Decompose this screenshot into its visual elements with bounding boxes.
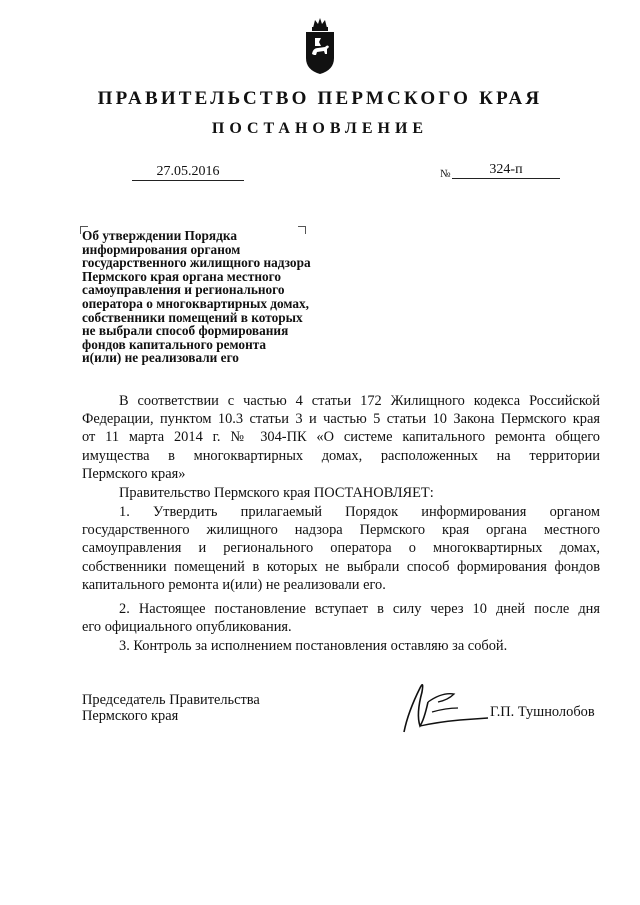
resolution-statement bbox=[82, 484, 600, 502]
subject-line: Пермского края органа местного bbox=[82, 268, 282, 284]
clause-line: собственники помещений в которых не выбрали способ формирования фондов bbox=[82, 558, 600, 575]
clause-line: капитального ремонта и(или) не реализовали его. bbox=[82, 576, 386, 593]
document-type: ПОСТАНОВЛЕНИЕ bbox=[211, 120, 429, 137]
preamble-line: В соответствии с частью 4 статьи 172 Жилищного кодекса Российской bbox=[119, 393, 600, 409]
position-line: Председатель Правительства bbox=[82, 692, 260, 708]
clause-3 bbox=[82, 637, 600, 655]
subject-line: оператора о многоквартирных домах, bbox=[82, 295, 310, 311]
clause-line: 2. Настоящее постановление вступает в силу через 10 дней после дня bbox=[119, 601, 600, 617]
clause-line: 1. Утвердить прилагаемый Порядок информирования органом bbox=[119, 504, 600, 520]
resolution-line: Правительство Пермского края ПОСТАНОВЛЯЕТ: bbox=[119, 485, 434, 501]
subject-line: собственники помещений в которых bbox=[82, 309, 303, 325]
subject-line: информирования органом bbox=[82, 241, 241, 257]
preamble-paragraph bbox=[82, 392, 600, 483]
preamble-line: Пермского края» bbox=[82, 465, 186, 482]
document-subject bbox=[82, 229, 352, 365]
coat-of-arms-icon bbox=[303, 14, 337, 76]
preamble-line: от 11 марта 2014 г. № 304-ПК «О системе капитального ремонта общего bbox=[82, 429, 600, 446]
clause-line: самоуправления и регионального оператора о многоквартирных домах, bbox=[82, 540, 600, 557]
government-title: ПРАВИТЕЛЬСТВО ПЕРМСКОГО КРАЯ bbox=[97, 88, 543, 109]
subject-line: Об утверждении Порядка bbox=[82, 228, 237, 243]
number-sign: № bbox=[440, 168, 451, 180]
subject-line: не выбрали способ формирования bbox=[82, 323, 289, 339]
clause-line: государственного жилищного надзора Пермского края органа местного bbox=[82, 522, 600, 539]
document-number: 324-п bbox=[452, 162, 560, 179]
document-date: 27.05.2016 bbox=[132, 164, 244, 181]
clause-2 bbox=[82, 600, 600, 636]
subject-line: самоуправления и регионального bbox=[82, 282, 285, 298]
clause-1 bbox=[82, 503, 600, 594]
subject-line: и(или) не реализовали его bbox=[82, 350, 239, 366]
subject-line: государственного жилищного надзора bbox=[82, 255, 311, 271]
position-line: Пермского края bbox=[82, 708, 179, 724]
signatory-name: Г.П. Тушнолобов bbox=[490, 704, 595, 720]
clause-line: 3. Контроль за исполнением постановления оставляю за собой. bbox=[119, 638, 508, 654]
clause-line: его официального опубликования. bbox=[82, 619, 292, 636]
signatory-position bbox=[82, 692, 260, 724]
subject-line: фондов капитального ремонта bbox=[82, 336, 267, 352]
preamble-line: имущества в многоквартирных домах, расположенных на территории bbox=[82, 447, 600, 464]
preamble-line: Федерации, пунктом 10.3 статьи 3 и частью 5 статьи 10 Закона Пермского края bbox=[82, 411, 600, 428]
handwritten-signature bbox=[398, 672, 490, 738]
